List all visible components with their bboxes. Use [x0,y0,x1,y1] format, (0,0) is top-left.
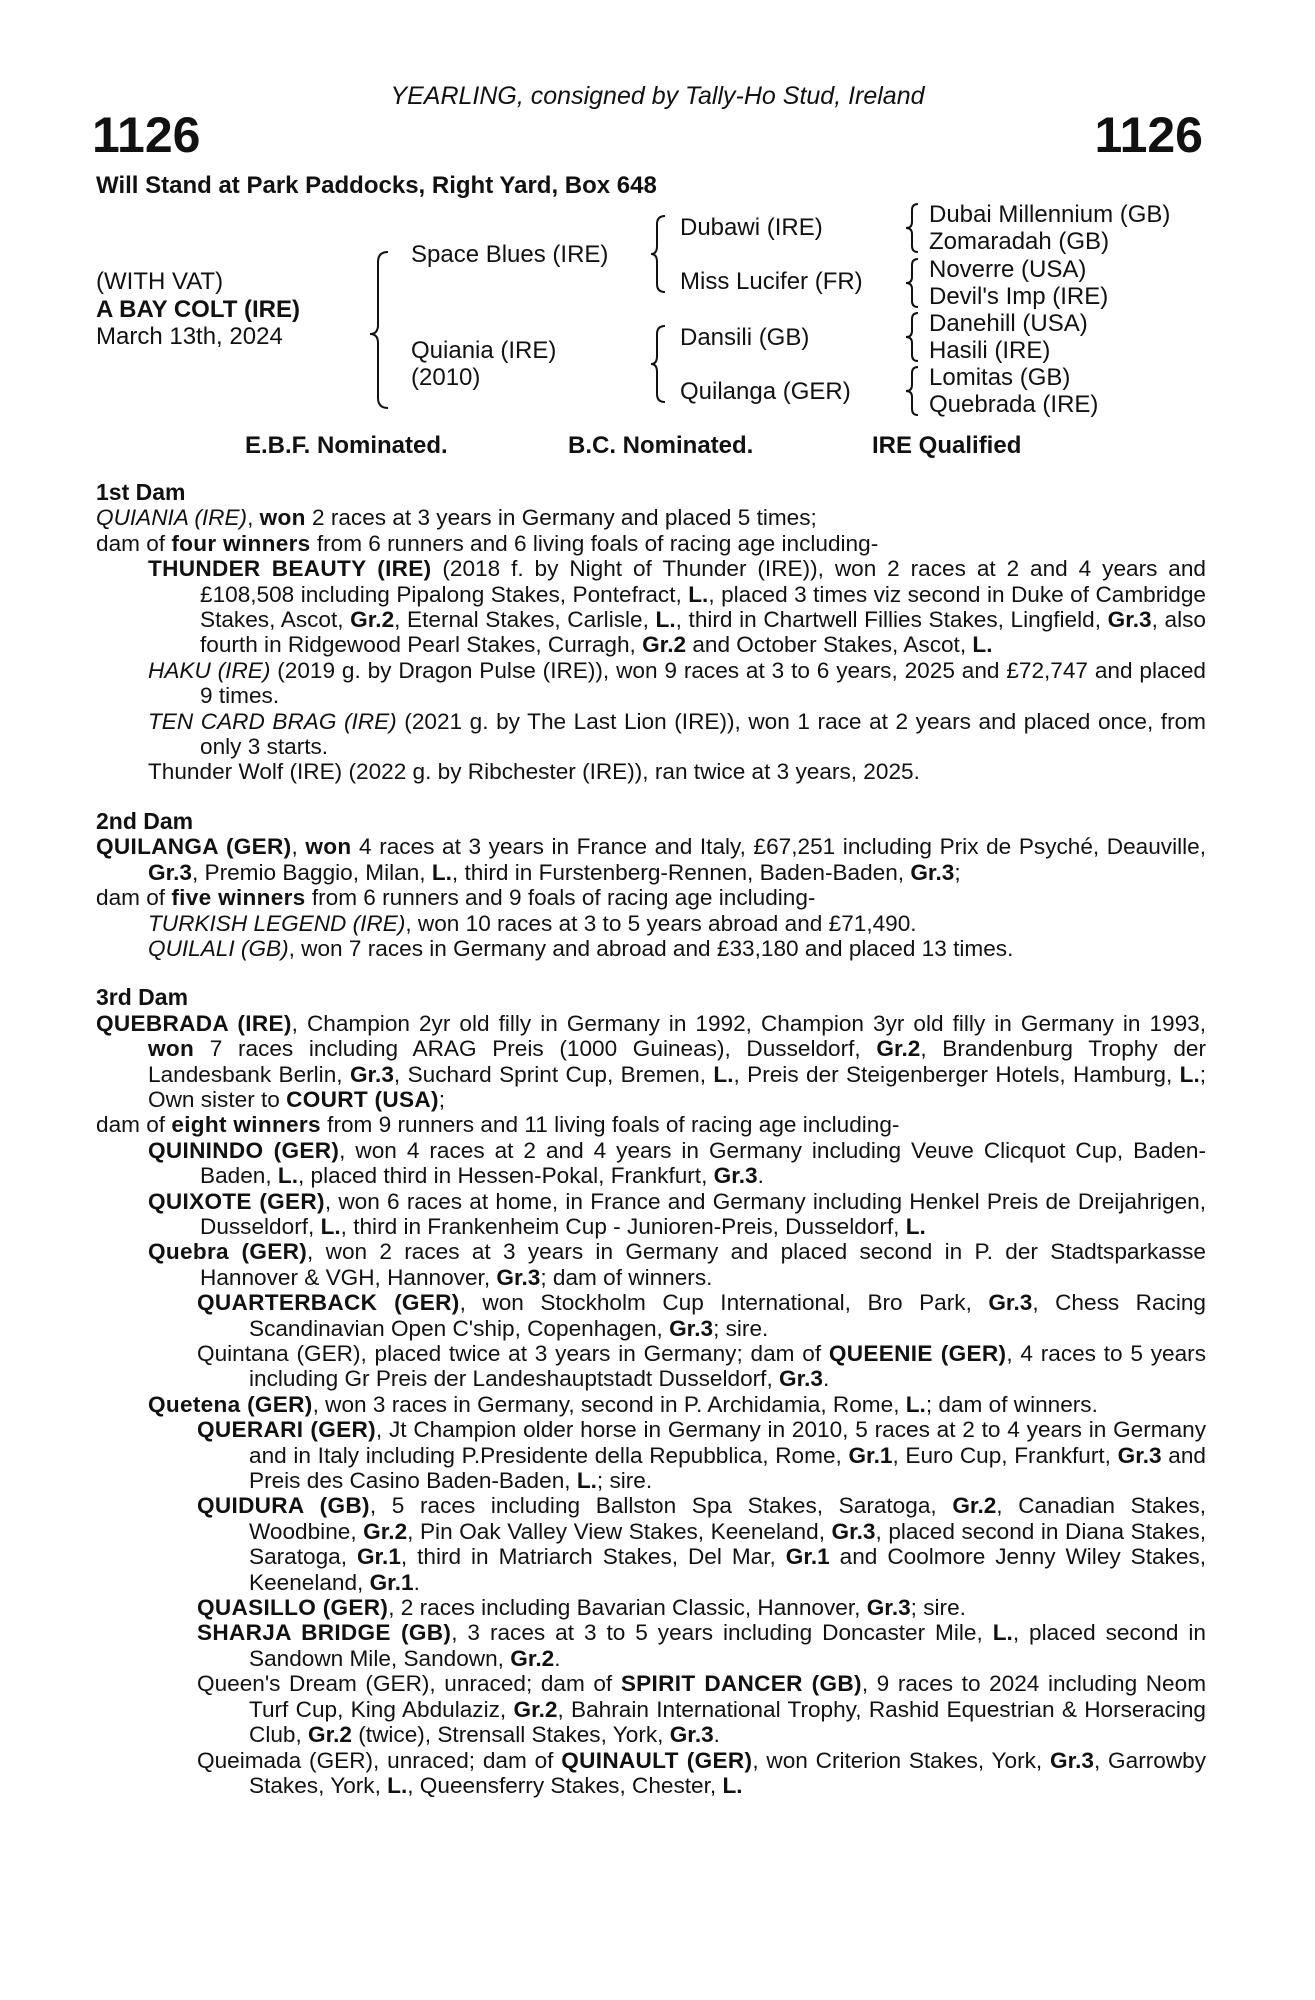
produce-querari: QUERARI (GER), Jt Champion older horse in Germany in 2010, 5 races at 2 to 4 years in Germany and in Italy including P.Presidente della Repubblica, Rome, Gr.1, Euro Cup, Frankfurt, Gr.3 and Preis des Casino Baden-Baden, L.; sire. [197,1417,1206,1494]
consignment-line: YEARLING, consigned by Tally-Ho Stud, Ireland [390,82,925,110]
sire: Space Blues (IRE) [411,241,609,268]
third-dam-produce-summary: dam of eight winners from 9 runners and 11 living foals of racing age including- [96,1112,900,1138]
foaling-date: March 13th, 2024 [96,323,283,350]
lot-number-left: 1126 [92,107,201,163]
bc-nomination: B.C. Nominated. [568,432,754,459]
great-grandparent-6: Hasili (IRE) [929,337,1051,364]
great-grandparent-8: Quebrada (IRE) [929,391,1099,418]
vat-label: (WITH VAT) [96,268,224,295]
produce-quidura: QUIDURA (GB), 5 races including Ballston Spa Stakes, Saratoga, Gr.2, Canadian Stakes, Woodbine, Gr.2, Pin Oak Valley View Stakes, Keeneland, Gr.3, placed second in Diana Stakes, Saratoga, Gr.1, third in Matriarch Stakes, Del Mar, Gr.1 and Coolmore Jenny Wiley Stakes, Keeneland, Gr.1. [197,1493,1206,1595]
lot-subject-name: A BAY COLT (IRE) [96,296,301,323]
dam-dam: Quilanga (GER) [680,378,851,405]
third-dam-record: QUEBRADA (IRE), Champion 2yr old filly in Germany in 1992, Champion 3yr old filly in Germany in 1993, won 7 races including ARAG Preis (1000 Guineas), Dusseldorf, Gr.2, Brandenburg Trophy der Landesbank Berlin, Gr.3, Suchard Sprint Cup, Bremen, L., Preis der Steigenberger Hotels, Hamburg, L.; Own sister to COURT (USA); [96,1010,1207,1112]
first-dam-heading: 1st Dam [96,479,186,505]
second-dam-record: QUILANGA (GER), won 4 races at 3 years in France and Italy, £67,251 including Prix de Psyché, Deauville, Gr.3, Premio Baggio, Milan, L., third in Furstenberg-Rennen, Baden-Baden, Gr.3; [96,834,1207,885]
great-grandparent-4: Devil's Imp (IRE) [929,283,1109,310]
great-grandparent-7: Lomitas (GB) [929,364,1071,391]
produce-queimada: Queimada (GER), unraced; dam of QUINAULT (GER), won Criterion Stakes, York, Gr.3, Garrowby Stakes, York, L., Queensferry Stakes, Chester, L. [197,1747,1206,1798]
brace-dam [651,326,665,402]
pedigree-braces [0,0,1315,430]
brace-gg1 [906,204,918,252]
dam: Quiania (IRE) [411,337,557,364]
produce-quinindo: QUININDO (GER), won 4 races at 2 and 4 years in Germany including Veuve Clicquot Cup, Baden-Baden, L., placed third in Hessen-Pokal, Frankfurt, Gr.3. [148,1137,1206,1189]
brace-main [370,252,388,408]
great-grandparent-5: Danehill (USA) [929,310,1088,337]
produce-quintana: Quintana (GER), placed twice at 3 years in Germany; dam of QUEENIE (GER), 4 races to 5 years including Gr Preis der Landeshauptstadt Dusseldorf, Gr.3. [197,1341,1206,1392]
dam-sire: Dansili (GB) [680,324,810,351]
stand-location: Will Stand at Park Paddocks, Right Yard, Box 648 [96,172,657,199]
brace-sire [651,216,665,292]
produce-sharja-bridge: SHARJA BRIDGE (GB), 3 races at 3 to 5 years including Doncaster Mile, L., placed second in Sandown Mile, Sandown, Gr.2. [197,1620,1206,1671]
produce-quixote: QUIXOTE (GER), won 6 races at home, in France and Germany including Henkel Preis de Dreijahrigen, Dusseldorf, L., third in Frankenheim Cup - Junioren-Preis, Dusseldorf, L. [148,1188,1206,1239]
produce-quasillo: QUASILLO (GER), 2 races including Bavarian Classic, Hannover, Gr.3; sire. [197,1595,966,1621]
first-dam-produce-summary: dam of four winners from 6 runners and 6 living foals of racing age including- [96,530,879,556]
pedigree-notes [96,480,1206,1798]
second-dam-produce-summary: dam of five winners from 6 runners and 9 foals of racing age including- [96,885,816,911]
produce-quilali: QUILALI (GB), won 7 races in Germany and abroad and £33,180 and placed 13 times. [148,935,1014,961]
ebf-nomination: E.B.F. Nominated. [245,432,448,459]
great-grandparent-3: Noverre (USA) [929,256,1087,283]
produce-turkish-legend: TURKISH LEGEND (IRE), won 10 races at 3 to 5 years abroad and £71,490. [148,910,917,936]
brace-gg2 [906,259,918,307]
first-dam-record: QUIANIA (IRE), won 2 races at 3 years in Germany and placed 5 times; [96,505,817,531]
second-dam-heading: 2nd Dam [96,807,194,834]
great-grandparent-2: Zomaradah (GB) [929,228,1110,255]
produce-quarterback: QUARTERBACK (GER), won Stockholm Cup International, Bro Park, Gr.3, Chess Racing Scandinavian Open C'ship, Copenhagen, Gr.3; sire. [197,1290,1206,1341]
lot-number-right: 1126 [1094,107,1203,163]
sire-dam: Miss Lucifer (FR) [680,268,863,295]
produce-ten-card-brag: TEN CARD BRAG (IRE) (2021 g. by The Last Lion (IRE)), won 1 race at 2 years and placed once, from only 3 starts. [148,708,1206,760]
great-grandparent-1: Dubai Millennium (GB) [929,201,1171,228]
brace-gg4 [906,367,918,415]
sire-sire: Dubawi (IRE) [680,214,823,241]
produce-quebra: Quebra (GER), won 2 races at 3 years in Germany and placed second in P. der Stadtsparkasse Hannover & VGH, Hannover, Gr.3; dam of winners. [148,1239,1206,1290]
produce-queens-dream: Queen's Dream (GER), unraced; dam of SPIRIT DANCER (GB), 9 races to 2024 including Neom Turf Cup, King Abdulaziz, Gr.2, Bahrain International Trophy, Rashid Equestrian & Horseracing Club, Gr.2 (twice), Strensall Stakes, York, Gr.3. [197,1671,1207,1748]
produce-thunder-wolf: Thunder Wolf (IRE) (2022 g. by Ribchester (IRE)), ran twice at 3 years, 2025. [148,759,920,785]
third-dam-heading: 3rd Dam [96,984,189,1011]
brace-gg3 [906,313,918,361]
ire-qualified: IRE Qualified [872,432,1022,459]
produce-thunder-beauty: THUNDER BEAUTY (IRE) (2018 f. by Night of Thunder (IRE)), won 2 races at 2 and 4 years and £108,508 including Pipalong Stakes, Pontefract, L., placed 3 times viz second in Duke of Cambridge Stakes, Ascot, Gr.2, Eternal Stakes, Carlisle, L., third in Chartwell Fillies Stakes, Lingfield, Gr.3, also fourth in Ridgewood Pearl Stakes, Curragh, Gr.2 and October Stakes, Ascot, L. [148,556,1206,658]
dam-year: (2010) [411,364,481,391]
produce-haku: HAKU (IRE) (2019 g. by Dragon Pulse (IRE)), won 9 races at 3 to 6 years, 2025 and £72,747 and placed 9 times. [148,657,1206,709]
produce-quetena: Quetena (GER), won 3 races in Germany, second in P. Archidamia, Rome, L.; dam of winners. [148,1391,1098,1417]
